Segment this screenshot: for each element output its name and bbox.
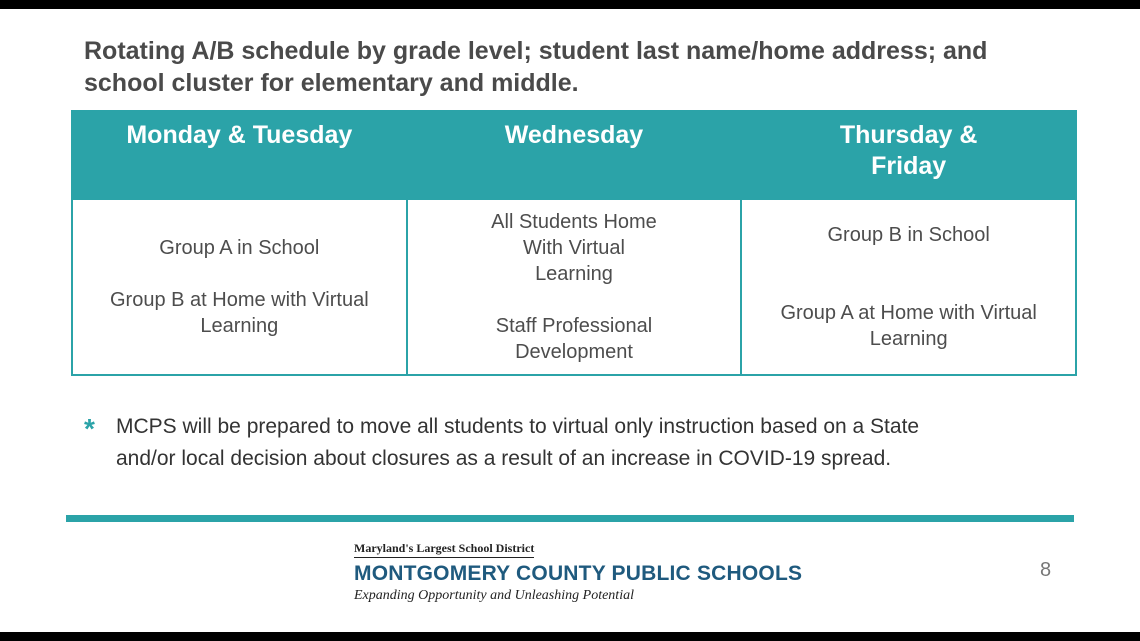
cell-text: All Students Home [491, 211, 657, 233]
schedule-header-row [72, 111, 1076, 199]
cell-text: With Virtual [523, 237, 625, 259]
footer-divider [66, 515, 1074, 522]
slide-heading [84, 35, 1074, 99]
header-thursday-friday [741, 111, 1076, 199]
logo-tagline: Maryland's Largest School District [354, 541, 534, 558]
mcps-logo [354, 539, 814, 604]
cell-spacer [416, 287, 733, 313]
cell-thursday-friday [741, 199, 1076, 375]
header-wednesday [407, 111, 742, 199]
cell-text: Learning [535, 263, 613, 285]
cell-monday-tuesday [72, 199, 407, 375]
schedule-body-row [72, 199, 1076, 375]
heading-line-2: school cluster for elementary and middle. [84, 69, 579, 97]
cell-text: Group A at Home with Virtual [780, 302, 1037, 324]
header-text: Thursday & [839, 121, 978, 149]
cell-text: Learning [200, 315, 279, 337]
logo-motto: Expanding Opportunity and Unleashing Potential [354, 588, 634, 603]
header-monday-tuesday [72, 111, 407, 199]
cell-wednesday [407, 199, 742, 375]
cell-text: Group B in School [827, 224, 990, 246]
slide [0, 9, 1140, 632]
cell-text: Learning [869, 328, 948, 350]
cell-text: Group B at Home with Virtual [110, 289, 369, 311]
asterisk-icon: * [84, 413, 95, 444]
page-number: 8 [1040, 559, 1052, 581]
schedule-table [71, 110, 1077, 376]
covid-note [84, 411, 1064, 475]
logo-district-name: MONTGOMERY COUNTY PUBLIC SCHOOLS [354, 562, 803, 585]
header-text-line-2: Friday [871, 152, 947, 180]
cell-spacer [81, 261, 398, 287]
header-text: Monday & Tuesday [126, 121, 353, 149]
heading-line-1: Rotating A/B schedule by grade level; student last name/home address; and [84, 37, 988, 65]
cell-spacer [750, 248, 1067, 300]
note-line-1: MCPS will be prepared to move all students to virtual only instruction based on a State [116, 415, 920, 438]
cell-text: Group A in School [159, 237, 320, 259]
cell-text: Development [515, 341, 633, 363]
cell-text: Staff Professional [495, 315, 653, 337]
header-text: Wednesday [504, 121, 644, 149]
note-line-2: and/or local decision about closures as a result of an increase in COVID-19 spread. [116, 447, 892, 470]
